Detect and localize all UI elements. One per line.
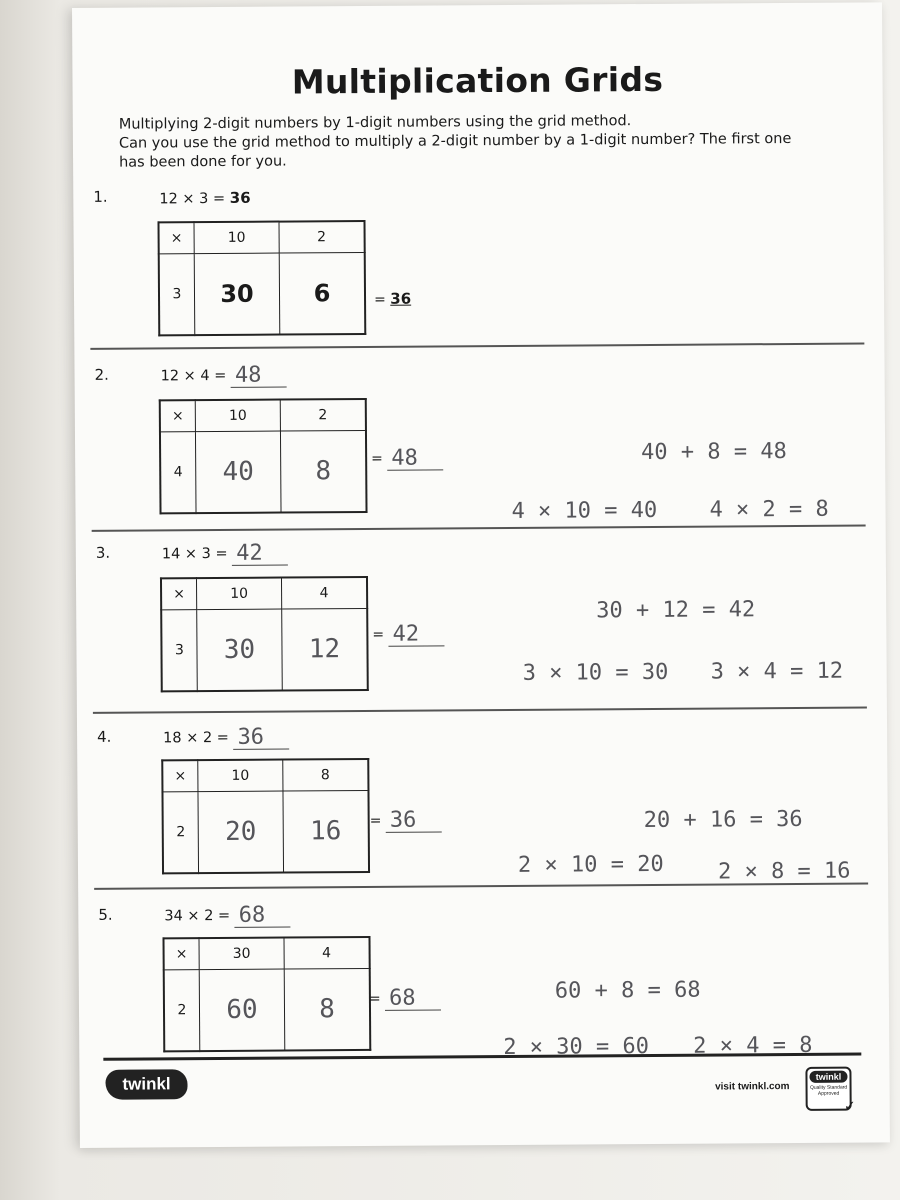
instruction-line-2: Can you use the grid method to multiply a 2-digit number by a 1-digit number? The first one has been done for you. (118, 130, 792, 171)
grid-tens-header: 10 (196, 578, 281, 610)
grid-multiplier: 3 (159, 254, 195, 336)
question-answer: 36 (229, 188, 251, 207)
grid-product-tens[interactable]: 20 (198, 791, 284, 873)
question-expr-text: 12 × 3 = (159, 190, 226, 208)
grid-total (374, 290, 411, 308)
question-2 (74, 358, 884, 524)
question-4 (77, 720, 887, 885)
question-number: 4. (97, 727, 112, 746)
working-step-2: 2 × 4 = 8 (693, 1032, 813, 1059)
multiplication-grid (159, 398, 368, 514)
equals-sign: = (371, 450, 383, 467)
working-step-2: 2 × 8 = 16 (717, 858, 851, 885)
question-number: 2. (94, 365, 109, 384)
divider (93, 706, 867, 713)
working-sum: 60 + 8 = 68 (554, 977, 701, 1004)
page-title: Multiplication Grids (291, 59, 664, 102)
multiplication-grid (157, 220, 366, 336)
grid-total-field[interactable]: 36 (386, 809, 442, 832)
grid-ones-header: 2 (280, 399, 366, 431)
grid-ones-header: 4 (284, 937, 370, 969)
grid-ones-header: 4 (281, 577, 367, 609)
grid-ones-header: 2 (279, 221, 365, 253)
question-1 (73, 182, 883, 308)
question-5 (78, 898, 888, 1061)
grid-product-tens: 30 (194, 253, 280, 335)
grid-multiplier: 2 (162, 792, 198, 874)
grid-product-ones[interactable]: 8 (280, 430, 366, 512)
equals-sign: = (369, 812, 382, 829)
grid-total-field[interactable]: 42 (388, 623, 444, 646)
working-sum: 30 + 12 = 42 (596, 597, 756, 624)
checkmark-icon: ✓ (843, 1098, 856, 1115)
working-step-2: 3 × 4 = 12 (710, 658, 844, 685)
grid-product-ones: 6 (279, 252, 365, 334)
grid-tens-header: 10 (198, 760, 283, 792)
quality-badge (805, 1067, 856, 1115)
instruction-line-1: Multiplying 2-digit numbers by 1-digit numbers using the grid method. (118, 113, 632, 133)
answer-field[interactable]: 48 (231, 365, 287, 388)
badge-text: Quality Standard Approved (809, 1084, 848, 1097)
badge-logo: twinkl (809, 1071, 847, 1083)
grid-product-tens[interactable]: 30 (197, 609, 283, 691)
twinkl-logo[interactable]: twinkl (105, 1069, 187, 1100)
divider (90, 342, 864, 349)
grid-multiplier: 2 (164, 970, 200, 1052)
worksheet-page (72, 2, 890, 1148)
grid-product-ones[interactable]: 12 (282, 608, 368, 690)
working-step-2: 4 × 2 = 8 (709, 496, 829, 523)
working-step-1: 2 × 10 = 20 (517, 851, 664, 878)
divider (92, 524, 866, 531)
grid-total-field[interactable]: 68 (385, 987, 441, 1010)
grid-times-symbol: × (158, 222, 194, 254)
working-sum: 40 + 8 = 48 (641, 439, 787, 466)
working-step-1: 2 × 30 = 60 (503, 1033, 650, 1061)
grid-multiplier: 3 (161, 610, 197, 692)
grid-total-value: 36 (390, 289, 412, 308)
question-number: 1. (93, 187, 108, 206)
grid-total (369, 987, 441, 1011)
question-expr-text: 18 × 2 = (163, 729, 229, 747)
grid-total-field[interactable]: 48 (387, 447, 443, 470)
grid-times-symbol: × (162, 760, 198, 792)
grid-product-ones[interactable]: 16 (283, 790, 369, 872)
question-expression (161, 540, 289, 567)
grid-total (372, 623, 444, 647)
grid-product-tens[interactable]: 60 (199, 969, 285, 1051)
grid-product-ones[interactable]: 8 (284, 968, 370, 1050)
working-step-1: 4 × 10 = 40 (511, 497, 658, 524)
question-expression (160, 362, 287, 389)
equals-sign: = (373, 291, 386, 308)
grid-tens-header: 30 (199, 938, 284, 970)
divider (94, 882, 868, 889)
grid-tens-header: 10 (195, 400, 280, 432)
grid-times-symbol: × (160, 400, 196, 432)
grid-product-tens[interactable]: 40 (195, 431, 281, 513)
grid-multiplier: 4 (160, 432, 196, 514)
question-number: 5. (98, 905, 113, 924)
answer-field[interactable]: 68 (235, 904, 291, 927)
answer-field[interactable]: 36 (233, 726, 289, 749)
multiplication-grid (162, 936, 371, 1052)
visit-link[interactable]: visit twinkl.com (715, 1081, 790, 1093)
question-expression (159, 189, 250, 208)
question-expr-text: 34 × 2 = (164, 907, 231, 925)
multiplication-grid (161, 758, 370, 874)
multiplication-grid (160, 576, 369, 692)
grid-times-symbol: × (163, 938, 199, 970)
instructions (119, 111, 819, 173)
equals-sign: = (368, 990, 381, 1007)
question-expr-text: 14 × 3 = (161, 545, 228, 563)
equals-sign: = (372, 626, 385, 643)
grid-total (371, 447, 443, 471)
question-expression (164, 904, 291, 928)
question-expr-text: 12 × 4 = (160, 367, 227, 385)
grid-tens-header: 10 (194, 222, 279, 254)
question-3 (76, 536, 886, 686)
grid-ones-header: 8 (283, 759, 369, 791)
answer-field[interactable]: 42 (232, 543, 288, 566)
grid-total (370, 809, 442, 833)
working-step-1: 3 × 10 = 30 (522, 659, 669, 686)
question-number: 3. (95, 543, 111, 562)
grid-times-symbol: × (161, 578, 197, 610)
working-sum: 20 + 16 = 36 (643, 806, 803, 834)
question-expression (163, 726, 290, 750)
